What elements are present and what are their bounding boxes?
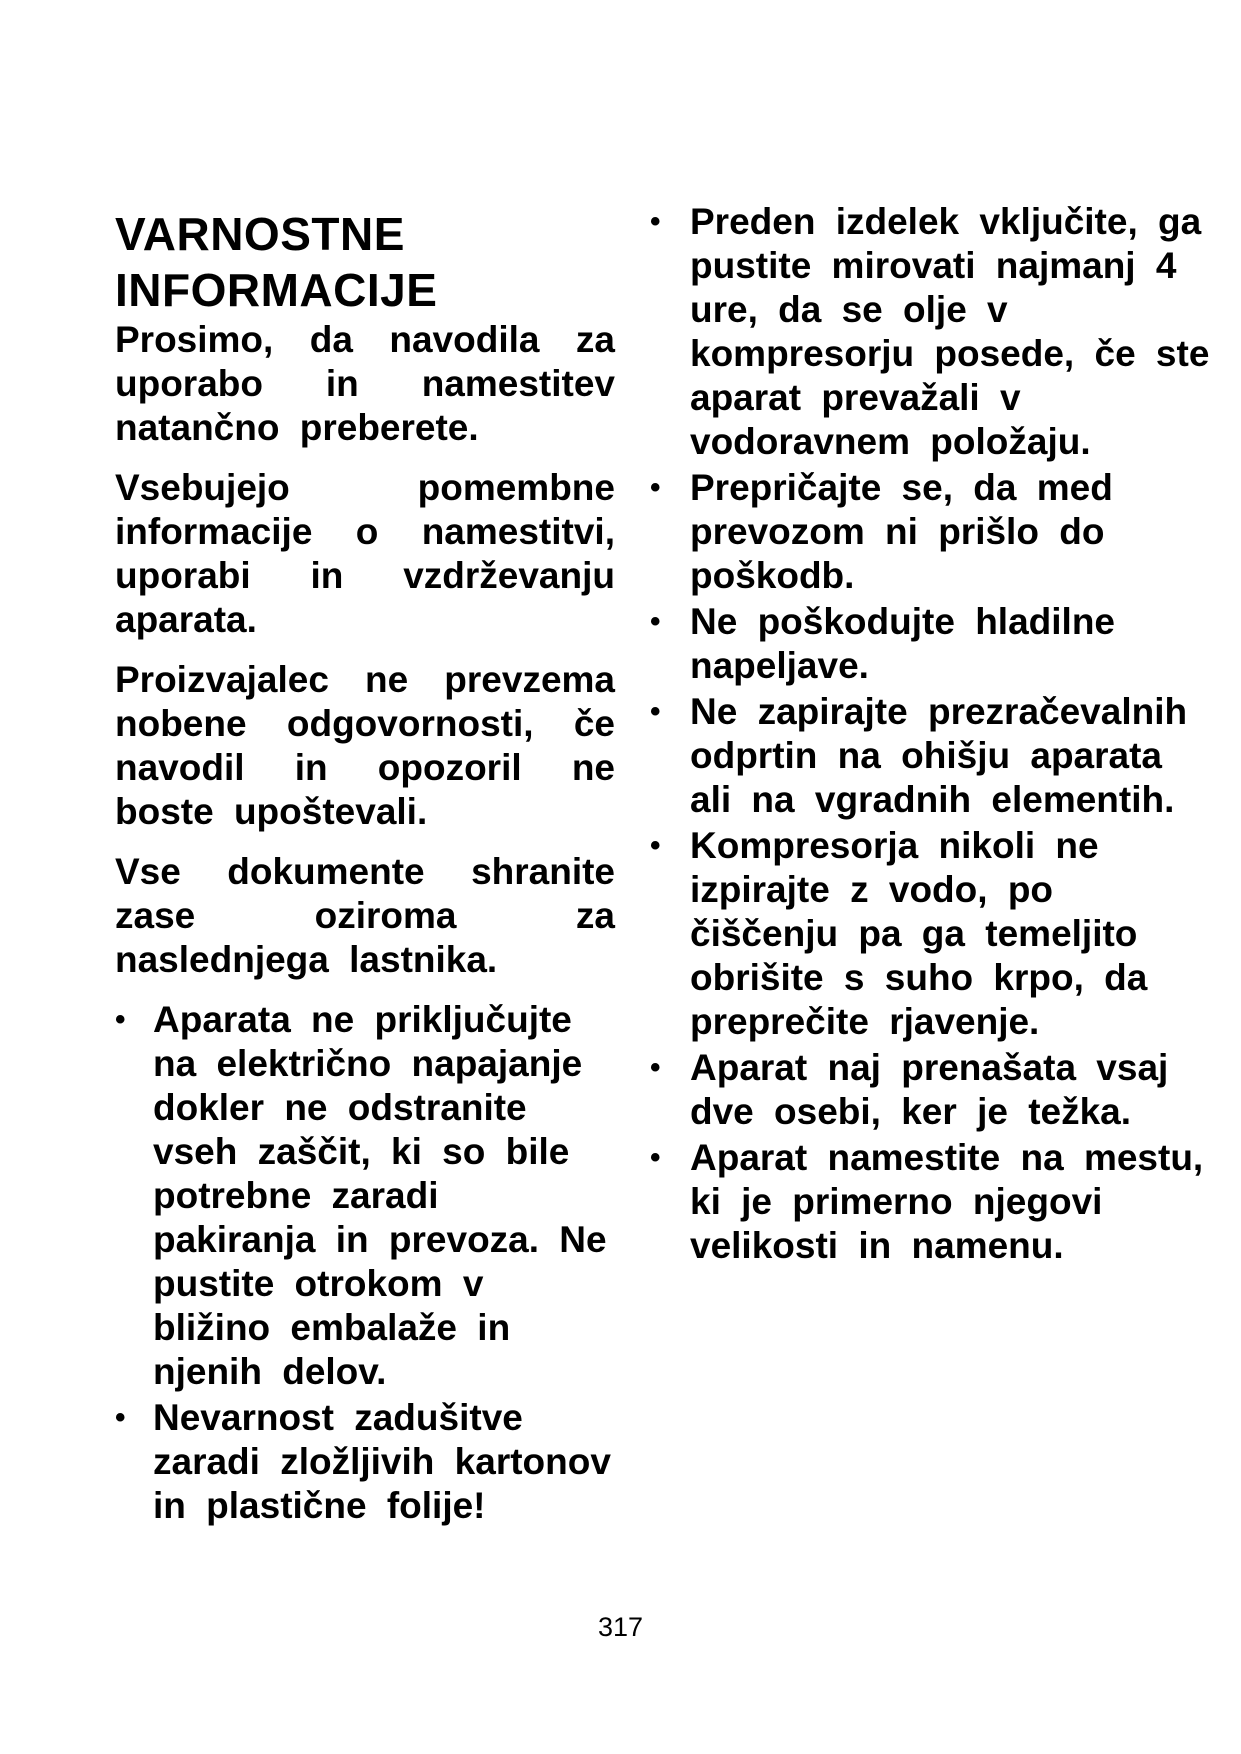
left-bullet-list <box>115 998 615 1528</box>
right-bullet-list <box>650 200 1210 1268</box>
title-line-1: VARNOSTNE <box>115 208 405 260</box>
left-column <box>115 200 615 1530</box>
list-item-text: Aparat naj prenašata vsaj dve osebi, ker je težka. <box>690 1047 1169 1132</box>
bullet-icon: • <box>650 471 661 504</box>
list-item <box>650 466 1210 598</box>
list-item-text: Preden izdelek vključite, ga pustite mirovati najmanj 4 ure, da se olje v kompresorju posede, če ste aparat prevažali v vodoravnem položaju. <box>690 201 1210 462</box>
bullet-icon: • <box>650 605 661 638</box>
section-title <box>115 206 615 318</box>
list-item <box>650 600 1210 688</box>
bullet-icon: • <box>115 1401 126 1434</box>
list-item-text: Nevarnost zadušitve zaradi zložljivih kartonov in plastične folije! <box>153 1397 611 1526</box>
title-line-2: INFORMACIJE <box>115 264 438 316</box>
list-item-text: Prepričajte se, da med prevozom ni prišlo do poškodb. <box>690 467 1113 596</box>
list-item <box>650 200 1210 464</box>
right-column <box>650 200 1210 1270</box>
bullet-icon: • <box>650 1051 661 1084</box>
list-item <box>650 1046 1210 1134</box>
liability-paragraph: Proizvajalec ne prevzema nobene odgovornosti, če navodil in opozoril ne boste upoštevali. <box>115 659 615 832</box>
bullet-icon: • <box>650 829 661 862</box>
list-item <box>115 1396 615 1528</box>
bullet-icon: • <box>650 1141 661 1174</box>
list-item-text: Aparat namestite na mestu, ki je primerno njegovi velikosti in namenu. <box>690 1137 1204 1266</box>
bullet-icon: • <box>115 1003 126 1036</box>
documents-paragraph: Vse dokumente shranite zase oziroma za naslednjega lastnika. <box>115 851 615 980</box>
list-item-text: Aparata ne priključujte na električno napajanje dokler ne odstranite vseh zaščit, ki so bile potrebne zaradi pakiranja in prevoza. Ne pustite otrokom v bližino embalaže in njenih delov. <box>153 999 607 1392</box>
bullet-icon: • <box>650 695 661 728</box>
bullet-icon: • <box>650 205 661 238</box>
list-item-text: Ne zapirajte prezračevalnih odprtin na ohišju aparata ali na vgradnih elementih. <box>690 691 1188 820</box>
list-item-text: Ne poškodujte hladilne napeljave. <box>690 601 1115 686</box>
list-item-text: Kompresorja nikoli ne izpirajte z vodo, po čiščenju pa ga temeljito obrišite s suho krpo, da preprečite rjavenje. <box>690 825 1148 1042</box>
list-item <box>650 824 1210 1044</box>
page-number: 317 <box>597 1612 644 1642</box>
list-item <box>115 998 615 1394</box>
info-paragraph: Vsebujejo pomembne informacije o namestitvi, uporabi in vzdrževanju aparata. <box>115 467 615 640</box>
list-item <box>650 690 1210 822</box>
intro-paragraph: Prosimo, da navodila za uporabo in namestitev natančno preberete. <box>115 319 615 448</box>
list-item <box>650 1136 1210 1268</box>
